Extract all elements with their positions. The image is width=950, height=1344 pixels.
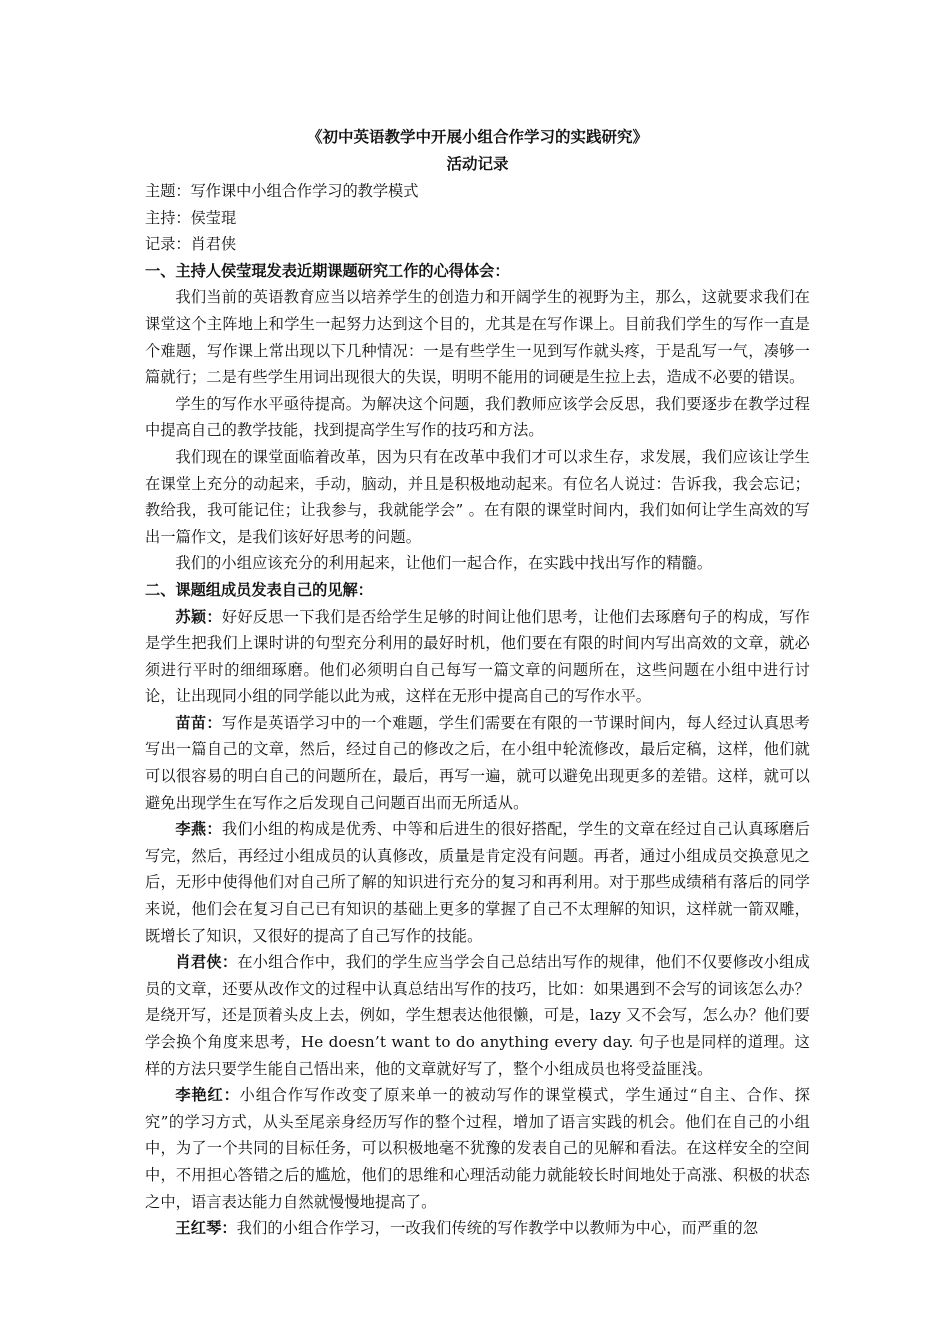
section-2-heading: 二、课题组成员发表自己的见解： bbox=[145, 580, 373, 599]
speaker-name: 王红琴： bbox=[175, 1219, 237, 1238]
speaker-name: 苗苗： bbox=[175, 713, 222, 732]
section-1-paragraph: 学生的写作水平亟待提高。为解决这个问题，我们教师应该学会反思，我们要逐步在教学过程中提高自己的教学技能，找到提高学生写作的技巧和方法。 bbox=[145, 394, 810, 440]
speaker-text: 我们小组的构成是优秀、中等和后进生的很好搭配，学生的文章在经过自己认真琢磨后写完，然后，再经过小组成员的认真修改，质量是肯定没有问题。再者，通过小组成员交换意见之后，无形中使得他们对自己所了解的知识进行充分的复习和再利用。对于那些成绩稍有落后的同学来说，他们会在复习自己已有知识的基础上更多的掌握了自己不太理解的知识，这样就一箭双雕，既增长了知识，又很好的提高了自己写作的技能。 bbox=[145, 820, 811, 945]
speaker-text: 小组合作写作改变了原来单一的被动写作的课堂模式，学生通过“自主、合作、探究”的学习方式，从头至尾亲身经历写作的整个过程，增加了语言实践的机会。他们在自己的小组中，为了一个共同的目标任务，可以积极地毫不犹豫的发表自己的见解和看法。在这样安全的空间中，不用担心答错之后的尴尬，他们的思维和心理活动能力就能较长时间地处于高涨、积极的状态之中，语言表达能力自然就慢慢地提高了。 bbox=[145, 1086, 810, 1211]
section-1-paragraph: 我们现在的课堂面临着改革，因为只有在改革中我们才可以求生存，求发展，我们应该让学生在课堂上充分的动起来，手动，脑动，并且是积极地动起来。有位名人说过：告诉我，我会忘记；教给我，我可能记住；让我参与，我就能学会” 。在有限的课堂时间内，我们如何让学生高效的写出一篇作文，是我们该好好思考的问题。 bbox=[145, 447, 810, 546]
speaker-entry bbox=[145, 816, 810, 949]
speaker-name: 李燕： bbox=[175, 820, 222, 839]
meta-host: 主持：侯莹琨 bbox=[145, 208, 237, 227]
section-1-heading: 一、主持人侯莹琨发表近期课题研究工作的心得体会： bbox=[145, 261, 510, 280]
speaker-text: 我们的小组合作学习，一改我们传统的写作教学中以教师为中心，而严重的忽 bbox=[236, 1219, 759, 1238]
speaker-name: 肖君侠： bbox=[175, 953, 238, 972]
speaker-name: 苏颖： bbox=[175, 607, 222, 626]
speaker-entry bbox=[145, 949, 810, 1082]
document-title: 《初中英语教学中开展小组合作学习的实践研究》 bbox=[306, 128, 648, 146]
speaker-entry bbox=[145, 710, 810, 816]
meta-topic: 主题：写作课中小组合作学习的教学模式 bbox=[145, 182, 419, 200]
speaker-text: 好好反思一下我们是否给学生足够的时间让他们思考，让他们去琢磨句子的构成，写作是学生把我们上课时讲的句型充分利用的最好时机，他们要在有限的时间内写出高效的文章，就必须进行平时的细细琢磨。他们必须明白自己每写一篇文章的问题所在，这些问题在小组中进行讨论，让出现同小组的同学能以此为戒，这样在无形中提高自己的写作水平。 bbox=[145, 607, 811, 706]
speaker-text: 写作是英语学习中的一个难题，学生们需要在有限的一节课时间内，每人经过认真思考写出一篇自己的文章，然后，经过自己的修改之后，在小组中轮流修改，最后定稿，这样，他们就可以很容易的明白自己的问题所在，最后，再写一遍，就可以避免出现更多的差错。这样，就可以避免出现学生在写作之后发现自己问题百出而无所适从。 bbox=[145, 713, 811, 812]
document-page bbox=[145, 124, 810, 1242]
section-1-paragraph: 我们的小组应该充分的利用起来，让他们一起合作，在实践中找出写作的精髓。 bbox=[175, 554, 713, 573]
speaker-entry bbox=[145, 1082, 810, 1215]
speaker-entry bbox=[145, 604, 810, 710]
section-1-paragraph: 我们当前的英语教育应当以培养学生的创造力和开阔学生的视野为主，那么，这就要求我们在课堂这个主阵地上和学生一起努力达到这个目的，尤其是在写作课上。目前我们学生的写作一直是个难题，写作课上常出现以下几种情况：一是有些学生一见到写作就头疼，于是乱写一气，凑够一篇就行；二是有些学生用词出现很大的失误，明明不能用的词硬是生拉上去，造成不必要的错误。 bbox=[145, 288, 810, 387]
speaker-text: 在小组合作中，我们的学生应当学会自己总结出写作的规律，他们不仅要修改小组成员的文章，还要从改作文的过程中认真总结出写作的技巧，比如：如果遇到不会写的词该怎么办？是绕开写，还是顶着头皮上去，例如，学生想表达他很懒，可是，lazy 又不会写，怎么办？他们要学会换个角度来思考，He doesn’t want to do anything every day. 句子也是同样的道理。这样的方法只要学生能自己悟出来，他的文章就好写了，整个小组成员也将受益匪浅。 bbox=[145, 953, 810, 1078]
speaker-entry bbox=[145, 1215, 810, 1242]
speaker-name: 李艳红： bbox=[175, 1086, 240, 1105]
document-subtitle: 活动记录 bbox=[446, 155, 509, 173]
meta-recorder: 记录：肖君侠 bbox=[145, 235, 237, 254]
